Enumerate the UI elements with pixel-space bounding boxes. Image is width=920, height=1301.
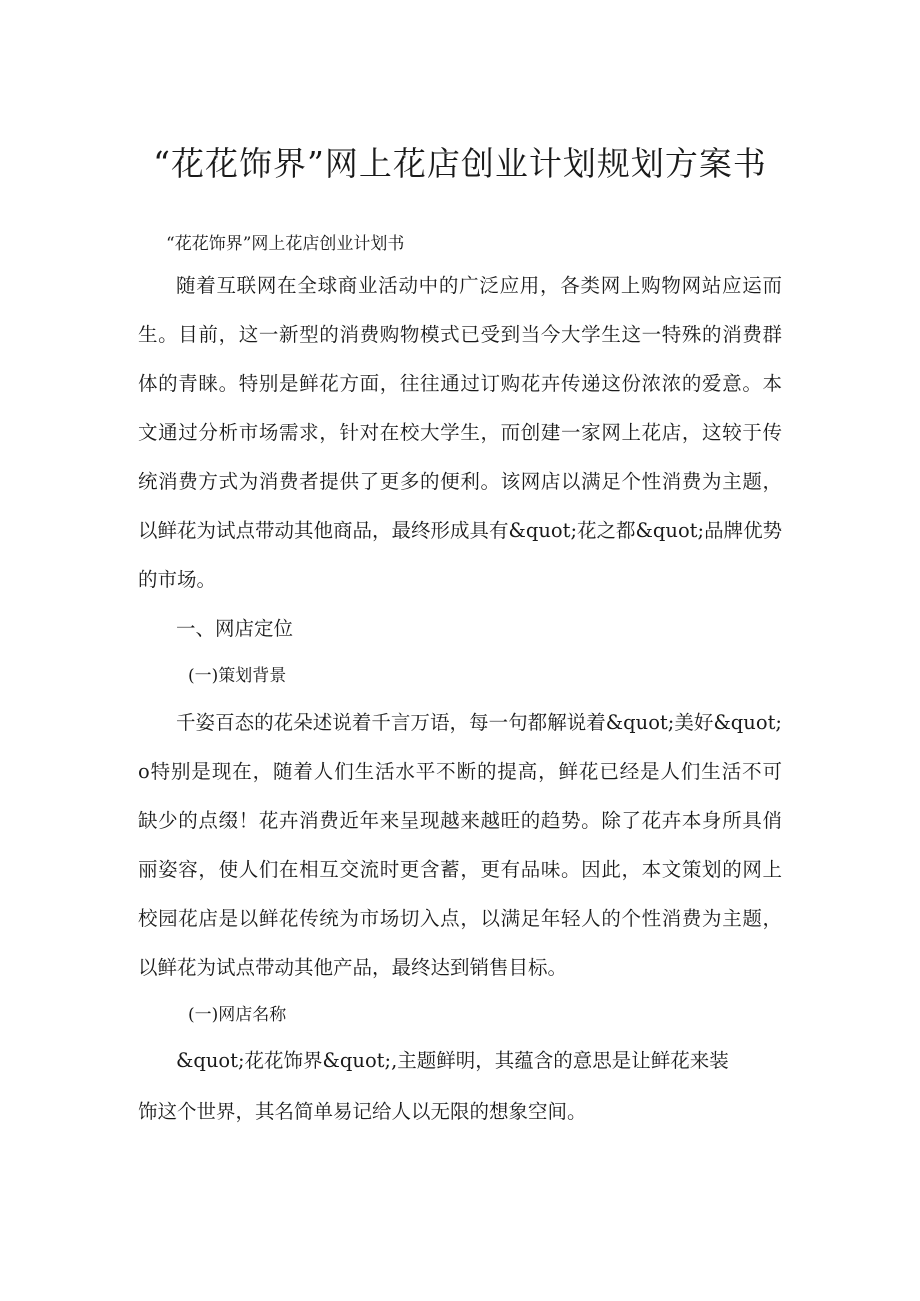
intro-line: 生。目前，这一新型的消费购物模式已受到当今大学生这一特殊的消费群 xyxy=(138,323,782,346)
background-line: 以鲜花为试点带动其他产品，最终达到销售目标。 xyxy=(138,956,568,979)
document-title: “花花饰界”网上花店创业计划规划方案书 xyxy=(153,144,767,183)
background-line: 千姿百态的花朵述说着千言万语，每一句都解说着&quot;美好&quot; xyxy=(176,711,782,734)
background-line: o特别是现在，随着人们生活水平不断的提高，鲜花已经是人们生活不可 xyxy=(138,760,782,783)
subsection-heading: (一)策划背景 xyxy=(188,666,287,686)
section-heading: 一、网店定位 xyxy=(176,617,294,640)
subsection-heading: (一)网店名称 xyxy=(188,1005,287,1025)
background-line: 缺少的点缀！花卉消费近年来呈现越来越旺的趋势。除了花卉本身所具俏 xyxy=(138,809,782,832)
document-subtitle: “花花饰界”网上花店创业计划书 xyxy=(166,234,405,254)
intro-line: 体的青睐。特别是鲜花方面，往往通过订购花卉传递这份浓浓的爱意。本 xyxy=(138,372,782,395)
intro-line: 随着互联网在全球商业活动中的广泛应用，各类网上购物网站应运而 xyxy=(176,274,782,297)
intro-line: 文通过分析市场需求，针对在校大学生，而创建一家网上花店，这较于传 xyxy=(138,421,782,444)
background-line: 校园花店是以鲜花传统为市场切入点，以满足年轻人的个性消费为主题， xyxy=(138,907,782,930)
name-line: 饰这个世界，其名简单易记给人以无限的想象空间。 xyxy=(138,1100,587,1123)
intro-line: 的市场。 xyxy=(138,568,217,591)
intro-line: 以鲜花为试点带动其他商品，最终形成具有&quot;花之都&quot;品牌优势 xyxy=(138,519,783,542)
intro-line: 统消费方式为消费者提供了更多的便利。该网店以满足个性消费为主题， xyxy=(138,470,782,493)
background-line: 丽姿容，使人们在相互交流时更含蓄，更有品味。因此，本文策划的网上 xyxy=(138,858,782,881)
name-line: &quot;花花饰界&quot;,主题鲜明，其蕴含的意思是让鲜花来装 xyxy=(176,1049,729,1072)
